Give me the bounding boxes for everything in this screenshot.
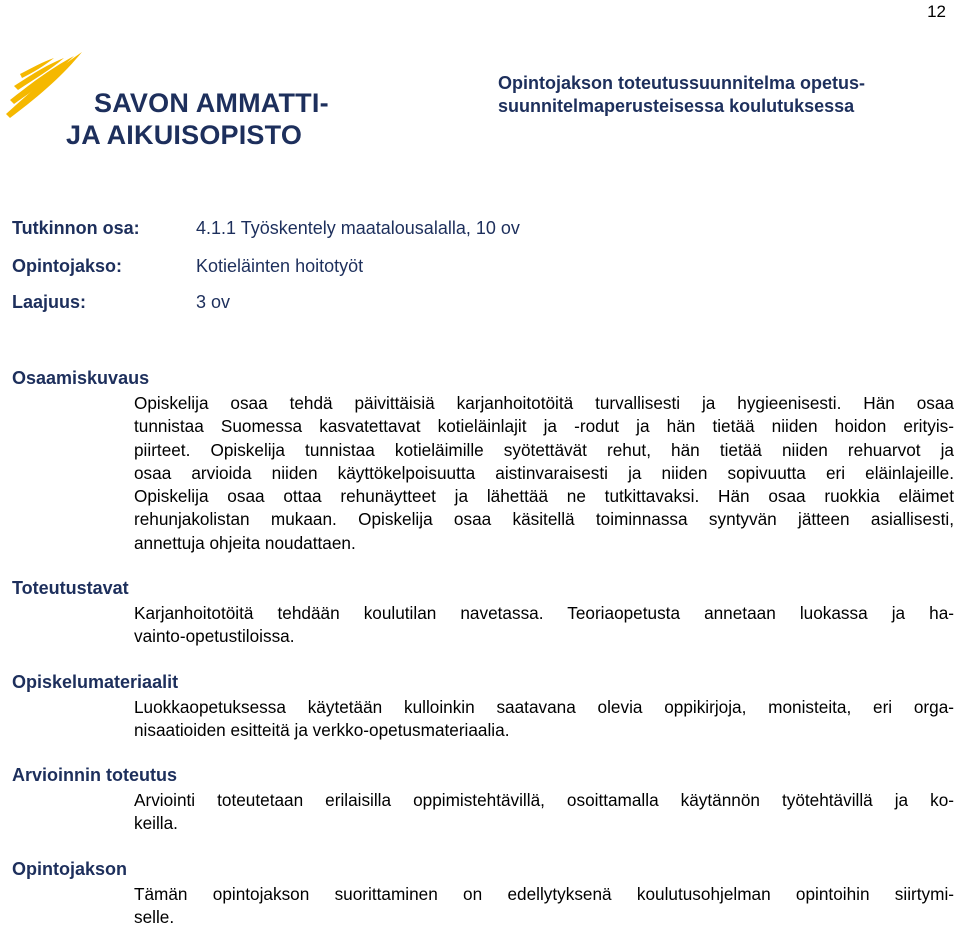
section-heading-opintojakson: Opintojakson [12,859,128,879]
section-heading-toteutustavat: Toteutustavat [12,578,129,598]
section-body-arvioinnin-toteutus [134,789,954,836]
section-body-toteutustavat [134,602,954,649]
page-number: 12 [927,2,946,21]
body-line: rehunjakolistan mukaan. Opiskelija osaa käsitellä toiminnassa syntyvän jätteen asiallisesti, [134,509,954,530]
opintojakso-label: Opintojakso: [12,256,123,276]
body-line: keilla. [134,813,178,834]
body-line: vainto-opetustiloissa. [134,626,295,647]
section-heading-osaamiskuvaus: Osaamiskuvaus [12,368,150,388]
body-line: Arviointi toteutetaan erilaisilla oppimistehtävillä, osoittamalla käytännön työtehtävillä ja ko- [134,790,954,810]
laajuus-label: Laajuus: [12,292,87,312]
body-line: osaa arvioida niiden käyttökelpoisuutta aistinvaraisesti ja niiden sopivuutta eri eläinlajeille. [134,462,954,483]
savon-ammatti-logo [4,48,334,158]
tutkinnon-osa-value: 4.1.1 Työskentely maatalousalalla, 10 ov [196,218,520,238]
section-heading-arvioinnin-toteutus: Arvioinnin toteutus [12,765,177,785]
body-line: Karjanhoitotöitä tehdään koulutilan navetassa. Teoriaopetusta annetaan luokassa ja ha- [134,603,954,623]
section-body-osaamiskuvaus [134,392,954,555]
body-line: piirteet. Opiskelija tunnistaa kotieläimille syötettävät rehut, hän tietää niiden rehuarvot ja [134,439,954,460]
logo-wing-icon [4,48,94,128]
body-line: Tämän opintojakson suorittaminen on edellytyksenä koulutusohjelman opintoihin siirtymi- [134,884,954,904]
logo-text-line1: SAVON AMMATTI- [94,88,329,118]
section-body-opintojakson [134,883,954,930]
body-line: nisaatioiden esitteitä ja verkko-opetusmateriaalia. [134,720,510,741]
document-title-line2: suunnitelmaperusteisessa koulutuksessa [498,96,855,116]
laajuus-value: 3 ov [196,292,231,312]
document-title-line1: Opintojakson toteutussuunnitelma opetus- [498,73,866,93]
section-heading-opiskelumateriaalit: Opiskelumateriaalit [12,672,179,692]
section-body-opiskelumateriaalit [134,696,954,743]
body-line: Opiskelija osaa ottaa rehunäytteet ja lähettää ne tutkittavaksi. Hän osaa ruokkia eläimet [134,486,954,507]
body-line: tunnistaa Suomessa kasvatettavat kotieläinlajit ja -rodut ja hän tietää niiden hoidon erityis- [134,416,954,437]
body-line: annettuja ohjeita noudattaen. [134,532,356,553]
document-title [498,72,938,118]
body-line: Opiskelija osaa tehdä päivittäisiä karjanhoitotöitä turvallisesti ja hygieenisesti. Hän osaa [134,393,954,413]
tutkinnon-osa-label: Tutkinnon osa: [12,218,140,238]
opintojakso-value: Kotieläinten hoitotyöt [196,256,364,276]
body-line: Luokkaopetuksessa käytetään kulloinkin saatavana olevia oppikirjoja, monisteita, eri orga- [134,697,954,717]
body-line: selle. [134,907,175,928]
logo-text-line2: JA AIKUISOPISTO [66,120,303,150]
